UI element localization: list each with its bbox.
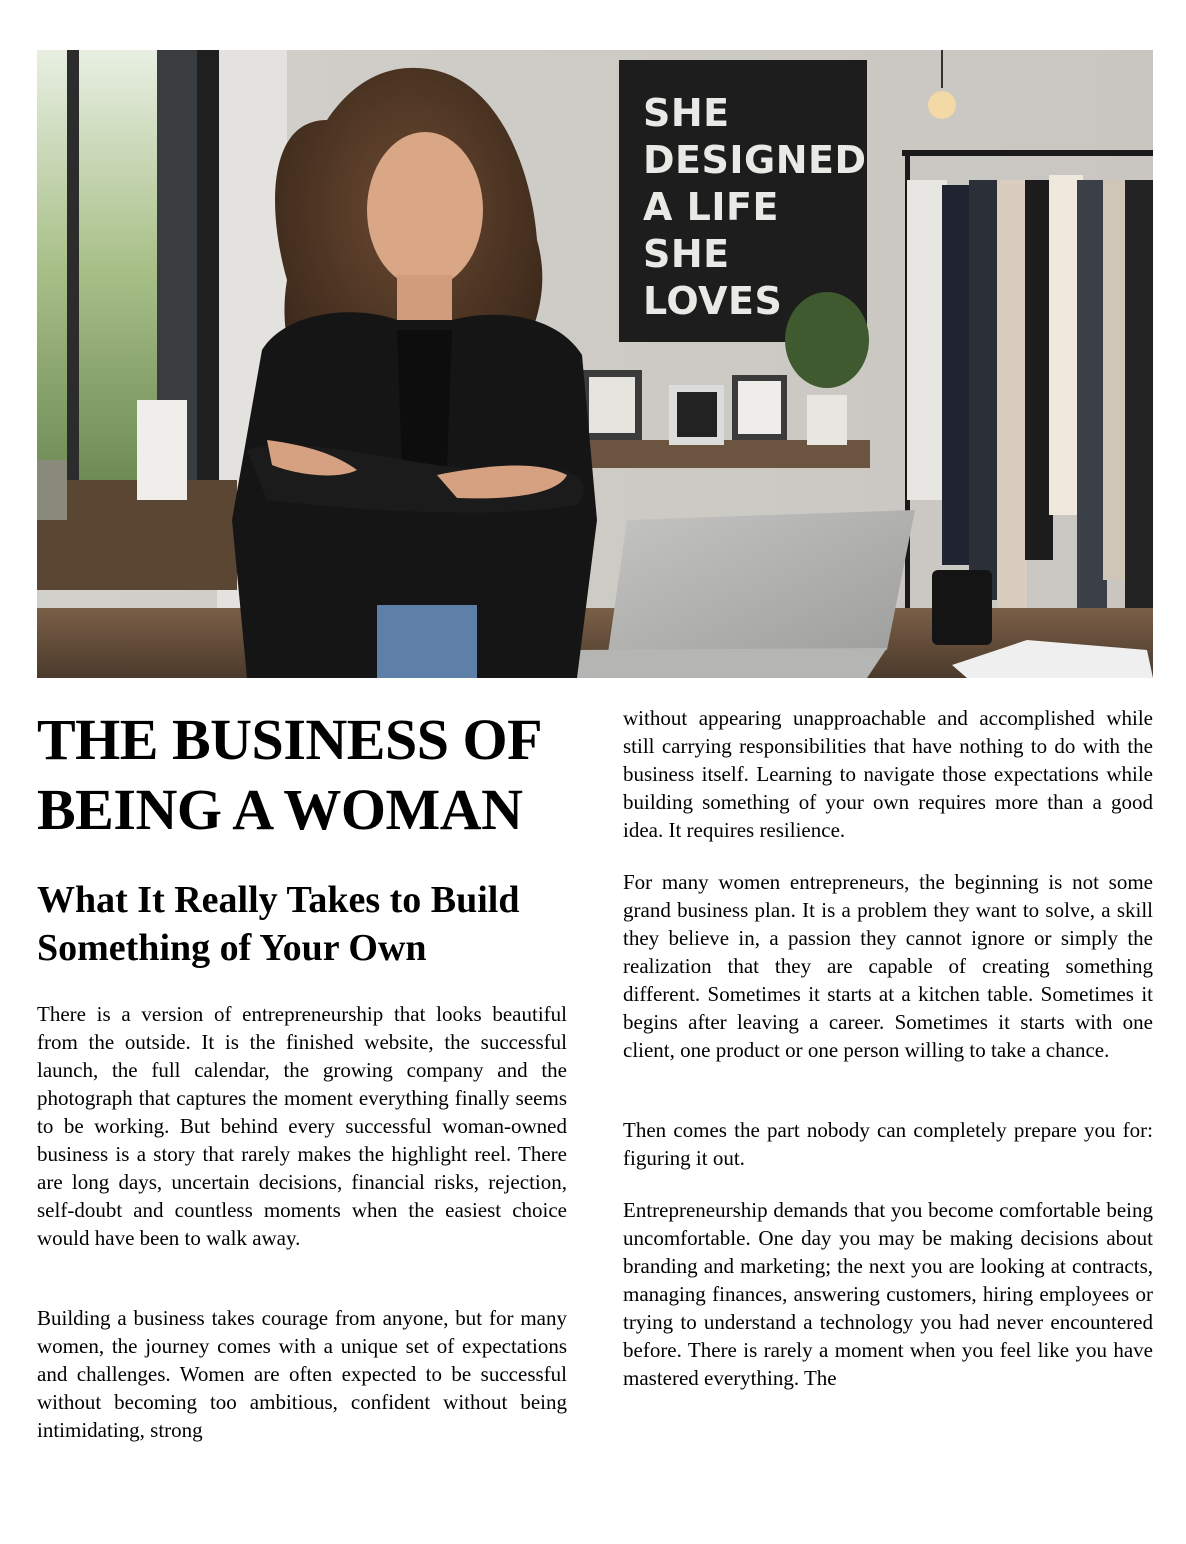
body-paragraph: without appearing unapproachable and accomplished while still carrying responsibilities that have nothing to do with the business itself. Learning to navigate those expectations while building something of your own requires more than a good idea. It requires resilience. — [623, 706, 1153, 842]
wall-sign-text: SHE DESIGNED A LIFE SHE LOVES — [643, 91, 867, 323]
body-paragraph: Then comes the part nobody can completely prepare you for: figuring it out. — [623, 1118, 1153, 1170]
article-subtitle: What It Really Takes to Build Something of Your Own — [37, 879, 520, 969]
body-paragraph: For many women entrepreneurs, the beginning is not some grand business plan. It is a problem they want to solve, a skill they believe in, a passion they cannot ignore or simply the realization that they are capable of creating something different. Sometimes it starts at a kitchen table. Sometimes it begins after leaving a career. Sometimes it starts with one client, one product or one person willing to take a chance. — [623, 870, 1153, 1062]
body-paragraph: There is a version of entrepreneurship that looks beautiful from the outside. It is the finished website, the successful launch, the full calendar, the growing company and the photograph that captures the moment everything finally seems to be working. But behind every successful woman-owned business is a story that rarely makes the highlight reel. There are long days, uncertain decisions, financial risks, rejection, self-doubt and countless moments when the easiest choice would have been to walk away. — [37, 1002, 567, 1250]
article-title: THE BUSINESS OF BEING A WOMAN — [37, 707, 540, 842]
office-scene-illustration — [37, 50, 1153, 678]
hero-photo — [37, 50, 1153, 678]
body-paragraph: Entrepreneurship demands that you become comfortable being uncomfortable. One day you may be making decisions about branding and marketing; the next you are looking at contracts, managing finances, answering customers, hiring employees or trying to understand a technology you had never encountered before. There is rarely a moment when you feel like you have mastered everything. The — [623, 1198, 1153, 1390]
body-paragraph: Building a business takes courage from anyone, but for many women, the journey comes with a unique set of expectations and challenges. Women are often expected to be successful without becoming too ambitious, confident without being intimidating, strong — [37, 1306, 567, 1442]
